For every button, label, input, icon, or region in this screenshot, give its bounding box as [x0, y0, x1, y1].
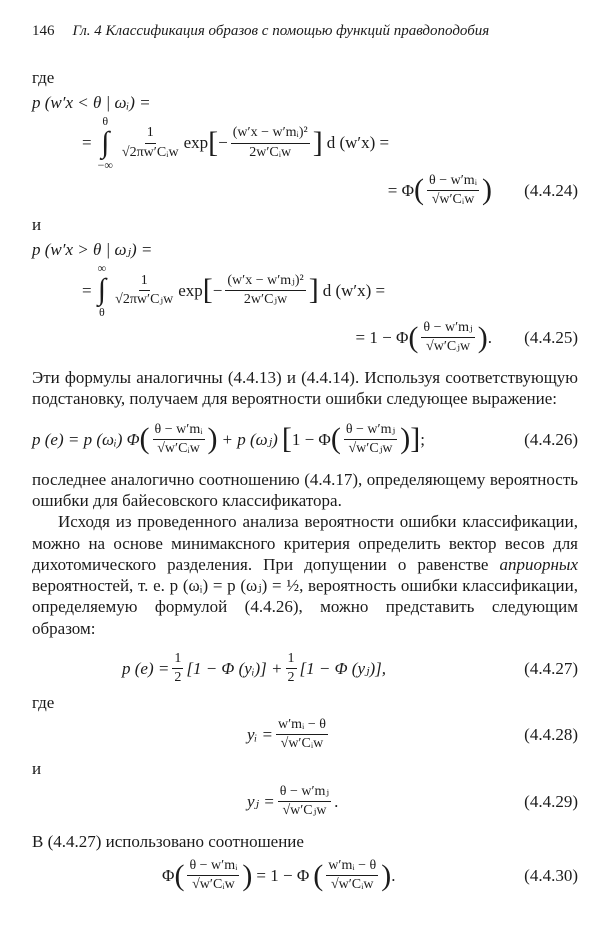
equation-4-4-30: Φ ( $\frac{\text{θ − w′mᵢ}}{\text{√w′Cᵢw}}$ ) = 1 − Φ ( $\frac{\text{w′mᵢ − θ}}{\text{√w′Cᵢw}}$ ) . (4.4.30) [162, 858, 578, 893]
fraction: $\frac{1}{2}$ [287, 650, 295, 685]
equation-number: (4.4.28) [524, 725, 578, 745]
fraction: $\frac{\text{(w′x − w′mⱼ)²}}{\text{2w′Cⱼw}}$ [227, 272, 304, 307]
running-header [32, 22, 578, 41]
paragraph-4: В (4.4.27) использовано соотношение [32, 831, 304, 851]
equation-4-4-26: p (e) = p (ωᵢ) Φ ( $\frac{\text{θ − w′mᵢ}}{\text{√w′Cᵢw}}$ ) + p (ωⱼ) [ 1 − Φ ( $\frac{\text{θ − w′mⱼ}}{\text{√w′Cⱼw}}$ ) ] ; (4.4.26) [32, 421, 578, 456]
fraction: $\frac{\text{θ − w′mⱼ}}{\text{√w′Cⱼw}}$ [345, 421, 396, 456]
integral-sign: θ ∫ −∞ [97, 114, 113, 172]
fraction: $\frac{1}{\text{√2πw′Cᵢw}}$ [121, 125, 179, 160]
word-i-2: и [32, 759, 42, 779]
word-gde-2: где [32, 693, 55, 712]
fraction: $\frac{\text{θ − w′mⱼ}}{\text{√w′Cⱼw}}$ [423, 319, 473, 355]
paragraph-2: последнее аналогично соотношению (4.4.17), определяющему вероятность ошибки для байесовского классификатора. [32, 469, 578, 511]
equation-number: (4.4.27) [524, 658, 578, 678]
equation-4-4-24-integral: = θ ∫ −∞ $\frac{1}{\text{√2πw′Cᵢw}}$ exp [ − $\frac{\text{(w′x − w′mᵢ)²}}{\text{2w′Cᵢw}}$ ] d (w′x) = [82, 114, 390, 172]
equation-number: (4.4.26) [524, 429, 578, 449]
page-number: 146 [32, 23, 55, 39]
fraction: $\frac{\text{w′mᵢ − θ}}{\text{√w′Cᵢw}}$ [328, 858, 377, 893]
equation-4-4-25-lhs: p (w′x > θ | ωⱼ) = [32, 240, 153, 260]
equation-4-4-27: p (e) = $\frac{1}{2}$ [1 − Φ (yᵢ)] + $\frac{1}{2}$ [1 − Φ (yⱼ)], (4.4.27) [122, 650, 578, 685]
paragraph-1: Эти формулы аналогичны (4.4.13) и (4.4.14). Используя соответствующую подстановку, получаем для вероятности ошибки следующее выражение: [32, 368, 578, 409]
equation-4-4-29: yⱼ = $\frac{\text{θ − w′mⱼ}}{\text{√w′Cⱼw}}$ . (4.4.29) [247, 783, 578, 818]
word-gde: где [32, 67, 55, 87]
equation-4-4-25-result: = 1 − Φ ( $\frac{\text{θ − w′mⱼ}}{\text{√w′Cⱼw}}$ ) . (4.4.25) [355, 319, 578, 355]
equation-number: (4.4.25) [524, 327, 578, 347]
fraction: $\frac{\text{θ − w′mⱼ}}{\text{√w′Cⱼw}}$ [279, 783, 330, 818]
integral-sign: ∞ ∫ θ [97, 261, 107, 319]
fraction: $\frac{\text{w′mᵢ − θ}}{\text{√w′Cᵢw}}$ [277, 717, 326, 752]
word-i: и [32, 214, 42, 234]
equation-4-4-24-lhs: p (w′x < θ | ωᵢ) = [32, 93, 151, 112]
running-title: Гл. 4 Классификация образов с помощью функций правдоподобия [72, 23, 490, 39]
fraction: $\frac{1}{2}$ [174, 650, 182, 685]
fraction: $\frac{1}{\text{√2πw′Cⱼw}}$ [115, 272, 174, 307]
equation-4-4-28: yᵢ = $\frac{\text{w′mᵢ − θ}}{\text{√w′Cᵢw}}$ (4.4.28) [247, 717, 578, 752]
equation-number: (4.4.29) [524, 791, 578, 811]
equation-4-4-25-integral: = ∞ ∫ θ $\frac{1}{\text{√2πw′Cⱼw}}$ exp [ − $\frac{\text{(w′x − w′mⱼ)²}}{\text{2w′Cⱼw}}$ ] d (w′x) = [82, 261, 386, 319]
equation-4-4-24-result: = Φ ( $\frac{\text{θ − w′mᵢ}}{\text{√w′Cᵢw}}$ ) (4.4.24) [387, 172, 578, 207]
equation-number: (4.4.24) [524, 180, 578, 200]
equation-number: (4.4.30) [524, 866, 578, 886]
fraction: $\frac{\text{(w′x − w′mᵢ)²}}{\text{2w′Cᵢw}}$ [232, 125, 308, 160]
fraction: $\frac{\text{θ − w′mᵢ}}{\text{√w′Cᵢw}}$ [154, 421, 203, 456]
paragraph-3: Исходя из проведенного анализа вероятности ошибки классификации, можно на основе минимаксного критерия определить вектор весов для дихотомического разделения. При допущении о равенстве априорных вероятностей, т. е. p (ωᵢ) = p (ωⱼ) = ½, вероятность ошибки классификации, определяемую формулой (4.4.26), можно представить следующим образом: [32, 512, 578, 638]
fraction: $\frac{\text{θ − w′mᵢ}}{\text{√w′Cᵢw}}$ [429, 172, 477, 207]
fraction: $\frac{\text{θ − w′mᵢ}}{\text{√w′Cᵢw}}$ [189, 858, 238, 893]
